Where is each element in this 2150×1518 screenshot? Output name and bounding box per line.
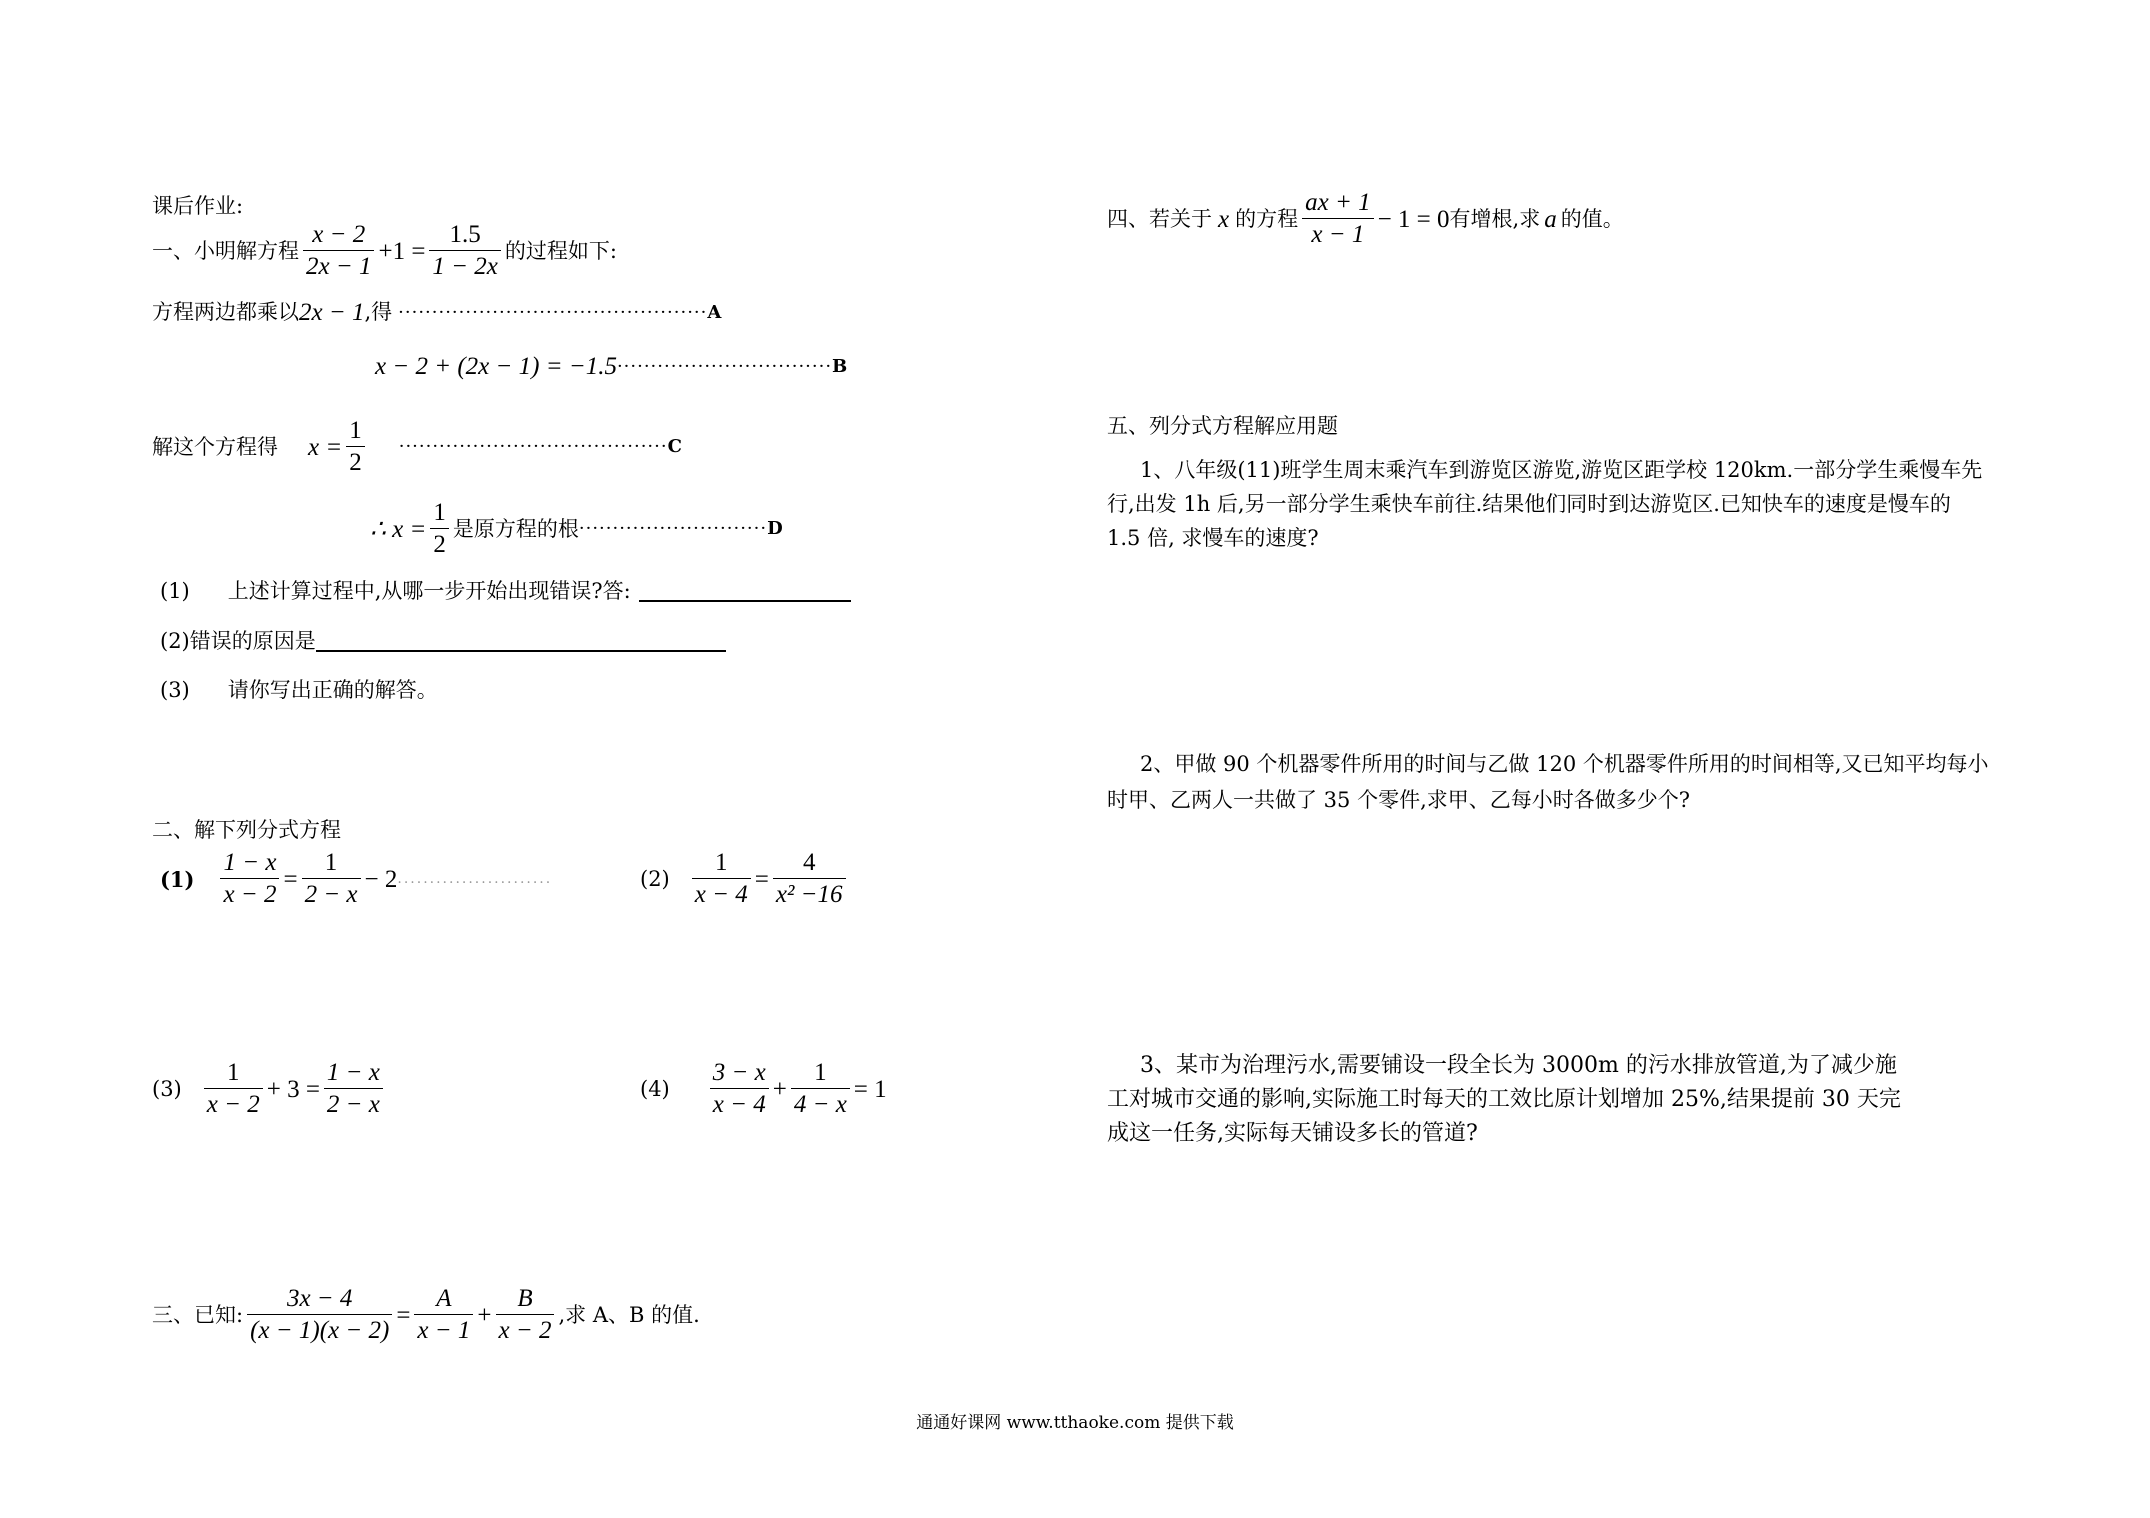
q2-eq4-frac-b <box>791 1060 850 1119</box>
q3-b-den: x − 1 <box>417 1317 471 1345</box>
step-b-mark: B <box>832 355 848 377</box>
q2-label: 二、解下列分式方程 <box>152 818 341 842</box>
q5-p3-line1: 3、某市为治理污水,需要铺设一段全长为 3000m 的污水排放管道,为了减少施 <box>1140 1053 1897 1078</box>
q2-eq1-b-num: 1 <box>302 850 361 879</box>
q1-lhs-den: 2x − 1 <box>306 253 372 281</box>
q2-eq1-tail: − 2 <box>364 865 398 893</box>
q2-eq3-b-num: 1 − x <box>324 1060 383 1089</box>
step-a-suffix: ,得 <box>364 300 393 324</box>
q2-eq4-b-num: 1 <box>791 1060 850 1089</box>
q3-frac-b <box>414 1286 473 1345</box>
step-d-den: 2 <box>433 531 446 559</box>
q2-eq3-frac-a <box>204 1060 263 1119</box>
q2-eq1-a-num: 1 − x <box>220 850 279 879</box>
step-c-num: 1 <box>346 418 365 447</box>
step-a-dots: ·············································· <box>398 301 708 323</box>
q2-eq4-no: (4) <box>640 1076 670 1101</box>
q3-c-num: B <box>496 1286 555 1315</box>
q1-step-d <box>370 500 783 559</box>
q2-eq2-a-den: x − 4 <box>694 881 748 909</box>
footer: 通通好课网 www.tthaoke.com 提供下载 <box>916 1413 1234 1433</box>
q2-eq1-frac-a <box>220 850 279 909</box>
sub2-answer-blank[interactable] <box>316 630 726 652</box>
q3-frac-c <box>496 1286 555 1345</box>
step-b-dots: ································ <box>616 355 833 377</box>
step-d-dots: ···························· <box>578 518 768 540</box>
q2-eq1-no: (1) <box>160 866 195 892</box>
q2-eq1-dots: ........................ <box>397 871 553 888</box>
q3-a-num: 3x − 4 <box>247 1286 392 1315</box>
q2-eq4-tail: = 1 <box>853 1075 887 1103</box>
q2-eq3-a-den: x − 2 <box>206 1091 260 1119</box>
q1-suffix: 的过程如下: <box>504 238 617 263</box>
q5-p3-line3: 成这一任务,实际每天铺设多长的管道? <box>1107 1121 1478 1146</box>
q2-eq4-b-den: 4 − x <box>793 1091 847 1119</box>
q2-eq4 <box>640 1060 887 1119</box>
q4-var: x <box>1218 205 1230 233</box>
q2-eq2-frac-a <box>692 850 751 909</box>
q2-eq1 <box>160 850 552 909</box>
q4-var2: a <box>1544 205 1557 233</box>
q4-num: ax + 1 <box>1302 190 1373 219</box>
homework-heading: 课后作业: <box>152 194 244 218</box>
q2-eq4-plus: + <box>772 1075 787 1103</box>
step-d-text: 是原方程的根 <box>452 516 579 541</box>
q1-sub1 <box>160 580 851 602</box>
q2-eq2-b-den: x² −16 <box>775 881 843 909</box>
q5-p1-line1: 1、八年级(11)班学生周末乘汽车到游览区游览,游览区距学校 120km.一部分学生乘慢车先 <box>1140 458 1983 482</box>
sub1-answer-blank[interactable] <box>639 580 851 602</box>
q2-eq3-a-num: 1 <box>204 1060 263 1089</box>
sub1-num: (1) <box>160 578 190 603</box>
q4-suffix2: 的值。 <box>1560 206 1624 231</box>
step-c-den: 2 <box>349 449 362 477</box>
q2-eq2-eq: = <box>754 865 769 893</box>
q2-eq2-a-num: 1 <box>692 850 751 879</box>
q4-statement <box>1107 190 1624 249</box>
step-b-math: x − 2 + (2x − 1) = −1.5 <box>375 353 617 380</box>
step-a-math: 2x − 1 <box>299 299 365 326</box>
q2-eq3-no: (3) <box>152 1076 182 1101</box>
q1-rhs-fraction <box>429 222 500 281</box>
q1-statement <box>152 222 617 281</box>
q1-step-c <box>152 418 682 477</box>
q5-p1-line2: 行,出发 1h 后,另一部分学生乘快车前往.结果他们同时到达游览区.已知快车的速度是慢车的 <box>1107 492 1951 516</box>
q1-eq-mid: +1 = <box>378 237 426 265</box>
step-c-dots: ········································ <box>398 436 668 458</box>
q3-frac-a <box>247 1286 392 1345</box>
q5-label: 五、列分式方程解应用题 <box>1107 414 1338 438</box>
q1-sub3 <box>160 680 438 701</box>
step-d-num: 1 <box>430 500 449 529</box>
q5-p3-line2: 工对城市交通的影响,实际施工时每天的工效比原计划增加 25%,结果提前 30 天完 <box>1107 1087 1901 1112</box>
q2-eq1-frac-b <box>302 850 361 909</box>
q1-lhs-num: x − 2 <box>303 222 374 251</box>
q5-p2-line1: 2、甲做 90 个机器零件所用的时间与乙做 120 个机器零件所用的时间相等,又已知平均每小 <box>1140 752 1989 776</box>
q2-eq1-a-den: x − 2 <box>223 881 277 909</box>
step-c-mark: C <box>667 436 682 458</box>
q3-c-den: x − 2 <box>498 1317 552 1345</box>
q2-eq2-b-num: 4 <box>773 850 846 879</box>
q2-eq1-b-den: 2 − x <box>304 881 358 909</box>
q3-b-num: A <box>414 1286 473 1315</box>
q2-eq2-no: (2) <box>640 866 670 891</box>
q2-eq3-b-den: 2 − x <box>326 1091 380 1119</box>
sub3-text: 请你写出正确的解答。 <box>227 678 438 702</box>
q3-eq: = <box>396 1301 411 1329</box>
q4-mid: 的方程 <box>1235 206 1299 231</box>
q5-p2-line2: 时甲、乙两人一共做了 35 个零件,求甲、乙每小时各做多少个? <box>1107 788 1691 812</box>
sub1-text: 上述计算过程中,从哪一步开始出现错误?答: <box>227 578 631 603</box>
step-c-fraction <box>346 418 365 477</box>
q2-eq3-frac-b <box>324 1060 383 1119</box>
step-d-lhs: ∴ x = <box>370 515 427 543</box>
q3-a-den: (x − 1)(x − 2) <box>250 1317 390 1345</box>
q2-eq1-eq: = <box>283 865 298 893</box>
q1-step-a <box>152 300 721 325</box>
step-d-mark: D <box>767 518 783 540</box>
q2-eq3 <box>152 1060 387 1119</box>
q2-eq2 <box>640 850 850 909</box>
step-a-text: 方程两边都乘以 <box>152 300 299 324</box>
step-a-mark: A <box>707 301 722 323</box>
step-d-fraction <box>430 500 449 559</box>
q3-suffix: ,求 A、B 的值. <box>558 1302 700 1327</box>
sub3-num: (3) <box>160 678 190 702</box>
q4-suffix1: 有增根,求 <box>1449 206 1541 231</box>
q1-step-b <box>375 354 847 379</box>
q3-statement <box>152 1286 700 1345</box>
step-c-text: 解这个方程得 <box>152 434 278 459</box>
q2-eq4-a-num: 3 − x <box>710 1060 769 1089</box>
q5-p1-line3: 1.5 倍, 求慢车的速度? <box>1107 526 1319 550</box>
q4-tail: − 1 = 0 <box>1377 205 1450 233</box>
q2-eq2-frac-b <box>773 850 846 909</box>
q1-rhs-den: 1 − 2x <box>432 253 498 281</box>
q3-label: 三、已知: <box>152 1302 244 1327</box>
q4-den: x − 1 <box>1311 221 1365 249</box>
q4-fraction <box>1302 190 1373 249</box>
q1-label: 一、小明解方程 <box>152 238 299 263</box>
step-c-lhs: x = <box>308 433 343 461</box>
q2-eq4-frac-a <box>710 1060 769 1119</box>
q2-eq4-a-den: x − 4 <box>712 1091 766 1119</box>
q3-plus: + <box>477 1301 492 1329</box>
q2-eq3-mid: + 3 = <box>266 1075 320 1103</box>
q1-sub2 <box>160 630 726 652</box>
q1-rhs-num: 1.5 <box>429 222 500 251</box>
q4-prefix: 四、若关于 <box>1107 206 1212 231</box>
sub2-text: (2)错误的原因是 <box>160 628 316 653</box>
q1-lhs-fraction <box>303 222 374 281</box>
